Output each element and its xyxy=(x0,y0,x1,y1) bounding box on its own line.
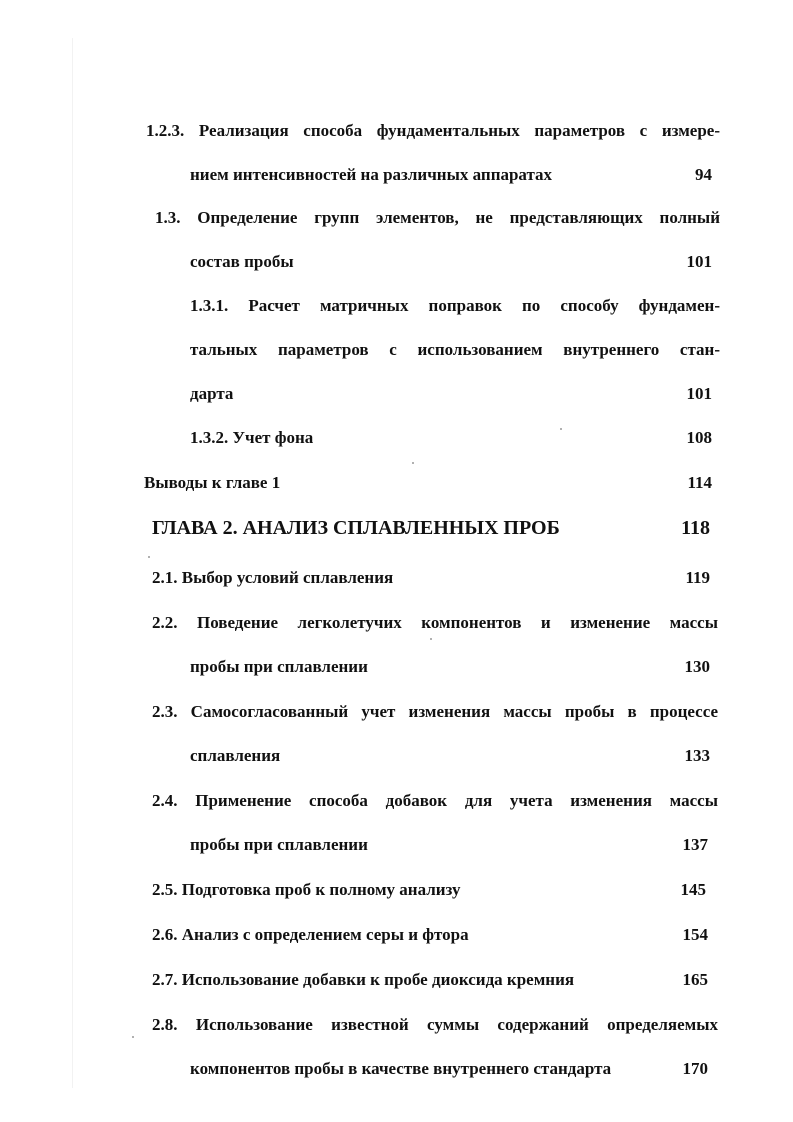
toc-entry-text: 2.5. Подготовка проб к полному анализу xyxy=(152,880,461,899)
toc-page-number: 130 xyxy=(684,657,710,676)
scan-edge-line xyxy=(72,38,73,1088)
toc-entry-text: 1.3.2. Учет фона xyxy=(190,428,314,447)
scan-speck xyxy=(148,556,150,558)
toc-page-number: 101 xyxy=(686,384,712,403)
toc-page-number: 137 xyxy=(682,835,708,854)
toc-entry-text: 1.3. Определение групп элементов, не представляющих полный xyxy=(155,208,720,227)
toc-page-number: 170 xyxy=(682,1059,708,1078)
toc-entry-text: Выводы к главе 1 xyxy=(144,473,281,492)
toc-entry-1-3-1-line1 xyxy=(190,296,720,316)
scan-speck xyxy=(560,428,562,430)
toc-entry-text: 2.7. Использование добавки к пробе диоксида кремния xyxy=(152,970,575,989)
toc-page-number: 119 xyxy=(685,568,710,587)
toc-page-number: 165 xyxy=(682,970,708,989)
toc-entry-text: пробы при сплавлении xyxy=(190,657,368,676)
toc-entry-text: 2.2. Поведение легколетучих компонентов и изменение массы xyxy=(152,613,718,632)
toc-page-number: 145 xyxy=(680,880,706,899)
scan-speck xyxy=(430,638,432,640)
toc-entry-text: пробы при сплавлении xyxy=(190,835,368,854)
scan-speck xyxy=(132,1036,134,1038)
toc-page-number: 118 xyxy=(681,517,710,539)
toc-entry-text: 2.3. Самосогласованный учет изменения массы пробы в процессе xyxy=(152,702,718,721)
toc-entry-text: тальных параметров с использованием внутреннего стан- xyxy=(190,340,720,359)
toc-entry-1-3-line1 xyxy=(155,208,720,228)
toc-entry-text: состав пробы xyxy=(190,252,294,271)
toc-entry-text: 2.1. Выбор условий сплавления xyxy=(152,568,394,587)
toc-page-number: 101 xyxy=(686,252,712,271)
toc-entry-2-4-line1 xyxy=(152,791,718,811)
toc-page-number: 108 xyxy=(686,428,712,447)
chapter-title: ГЛАВА 2. АНАЛИЗ СПЛАВЛЕННЫХ ПРОБ xyxy=(152,517,560,539)
scan-speck xyxy=(412,462,414,464)
toc-page-number: 94 xyxy=(695,165,712,184)
toc-entry-text: компонентов пробы в качестве внутреннего стандарта xyxy=(190,1059,612,1078)
toc-entry-text: нием интенсивностей на различных аппаратах xyxy=(190,165,553,184)
toc-page-number: 154 xyxy=(682,925,708,944)
toc-entry-2-3-line1 xyxy=(152,702,718,722)
toc-entry-text: 2.8. Использование известной суммы содержаний определяемых xyxy=(152,1015,718,1034)
toc-entry-1-3-1-line2 xyxy=(190,340,720,360)
toc-entry-text: дарта xyxy=(190,384,234,403)
toc-entry-2-8-line1 xyxy=(152,1015,718,1035)
toc-entry-1-2-3-line1 xyxy=(146,121,720,141)
toc-entry-text: 2.6. Анализ с определением серы и фтора xyxy=(152,925,469,944)
toc-page-number: 133 xyxy=(684,746,710,765)
toc-entry-text: 1.3.1. Расчет матричных поправок по способу фундамен- xyxy=(190,296,720,315)
toc-entry-text: 1.2.3. Реализация способа фундаментальных параметров с измере- xyxy=(146,121,720,140)
toc-entry-text: сплавления xyxy=(190,746,281,765)
toc-page-number: 114 xyxy=(687,473,712,492)
toc-entry-text: 2.4. Применение способа добавок для учета изменения массы xyxy=(152,791,718,810)
toc-entry-2-2-line1 xyxy=(152,613,718,633)
